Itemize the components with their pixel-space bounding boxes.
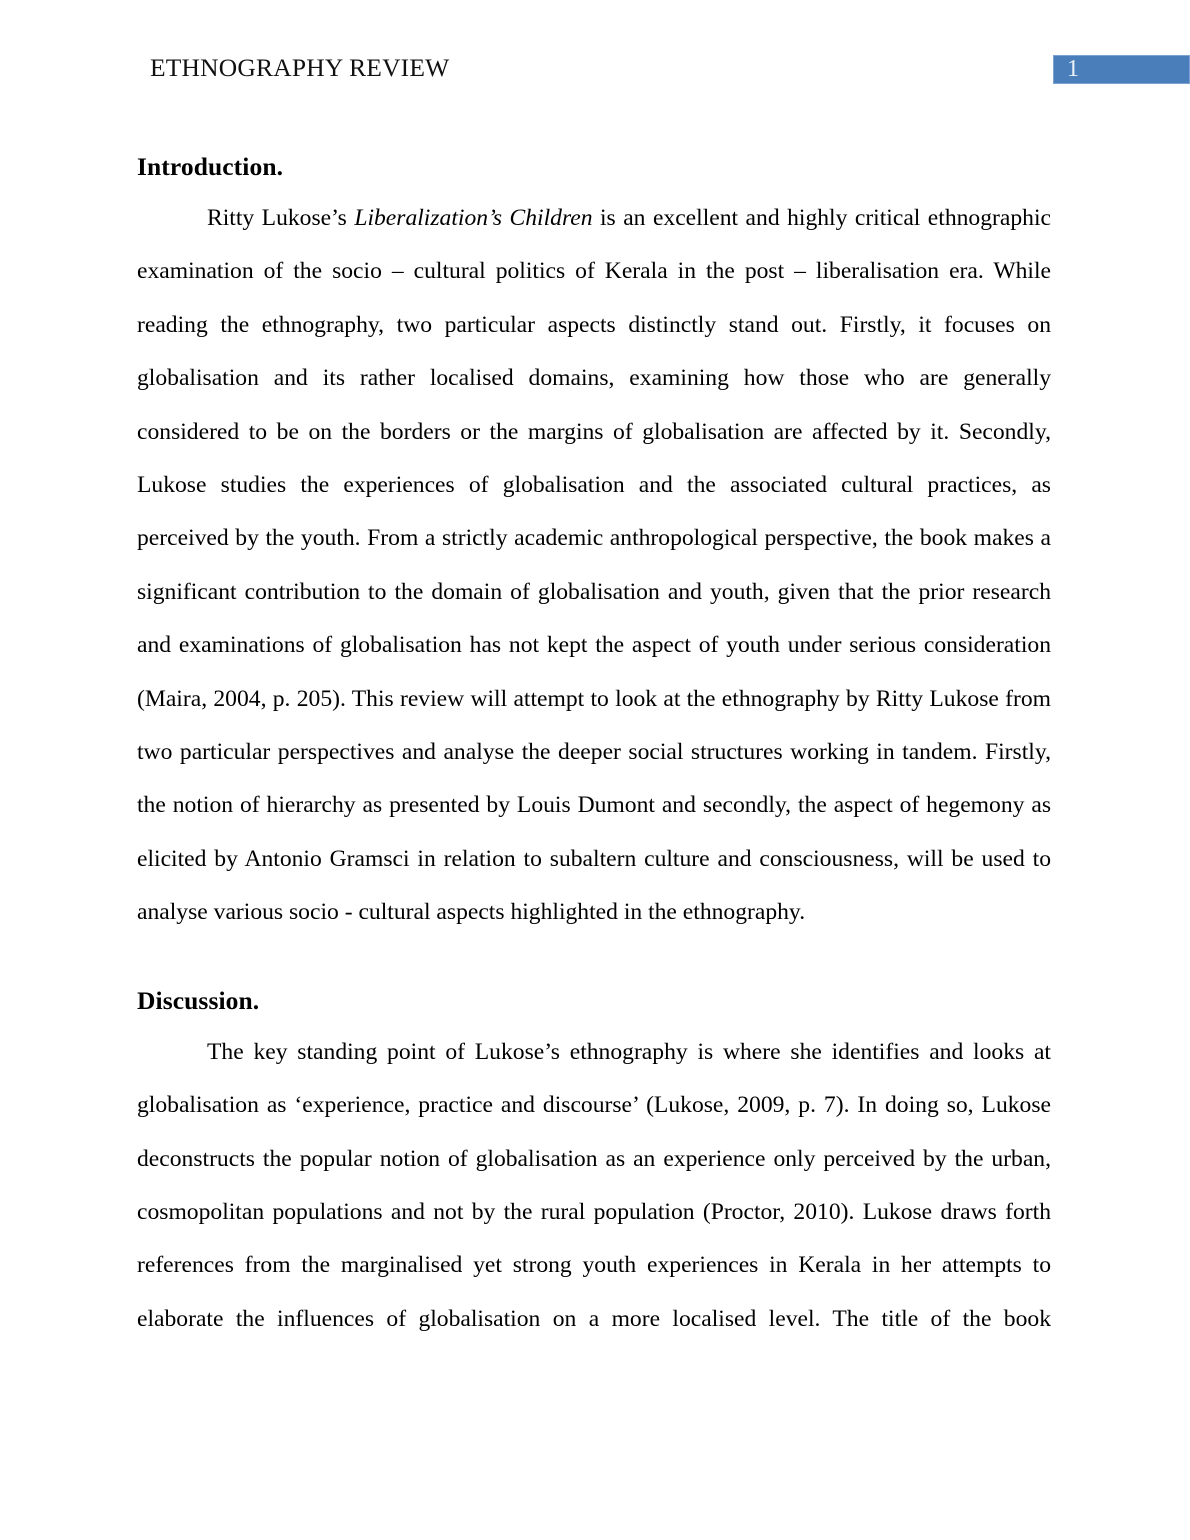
document-body <box>137 150 1051 1346</box>
paragraph-intro-rest: is an excellent and highly critical ethnographic examination of the socio – cultural politics of Kerala in the post – liberalisation era. While reading the ethnography, two particular aspects distinctly stand out. Firstly, it focuses on globalisation and its rather localised domains, examining how those who are generally considered to be on the borders or the margins of globalisation are affected by it. Secondly, Lukose studies the experiences of globalisation and the associated cultural practices, as perceived by the youth. From a strictly academic anthropological perspective, the book makes a significant contribution to the domain of globalisation and youth, given that the prior research and examinations of globalisation has not kept the aspect of youth under serious consideration (Maira, 2004, p. 205). This review will attempt to look at the ethnography by Ritty Lukose from two particular perspectives and analyse the deeper social structures working in tandem. Firstly, the notion of hierarchy as presented by Louis Dumont and secondly, the aspect of hegemony as elicited by Antonio Gramsci in relation to subaltern culture and consciousness, will be used to analyse various socio - cultural aspects highlighted in the ethnography. <box>137 205 1051 926</box>
page-number: 1 <box>1067 56 1079 82</box>
paragraph-intro-lead: Ritty Lukose’s <box>207 205 355 231</box>
running-header-title: ETHNOGRAPHY REVIEW <box>150 53 450 82</box>
paragraph-discussion: The key standing point of Lukose’s ethnography is where she identifies and looks at globalisation as ‘experience, practice and discourse’ (Lukose, 2009, p. 7). In doing so, Lukose deconstructs the popular notion of globalisation as an experience only perceived by the urban, cosmopolitan populations and not by the rural population (Proctor, 2010). Lukose draws forth references from the marginalised yet strong youth experiences in Kerala in her attempts to elaborate the influences of globalisation on a more localised level. The title of the book <box>137 1038 1051 1332</box>
paragraph-introduction <box>137 192 1051 940</box>
page-number-badge <box>1053 55 1190 84</box>
book-title-italic: Liberalization’s Children <box>354 205 593 231</box>
running-header <box>0 52 1190 86</box>
section-heading-introduction: Introduction. <box>137 152 284 181</box>
section-heading-discussion: Discussion. <box>137 985 260 1015</box>
